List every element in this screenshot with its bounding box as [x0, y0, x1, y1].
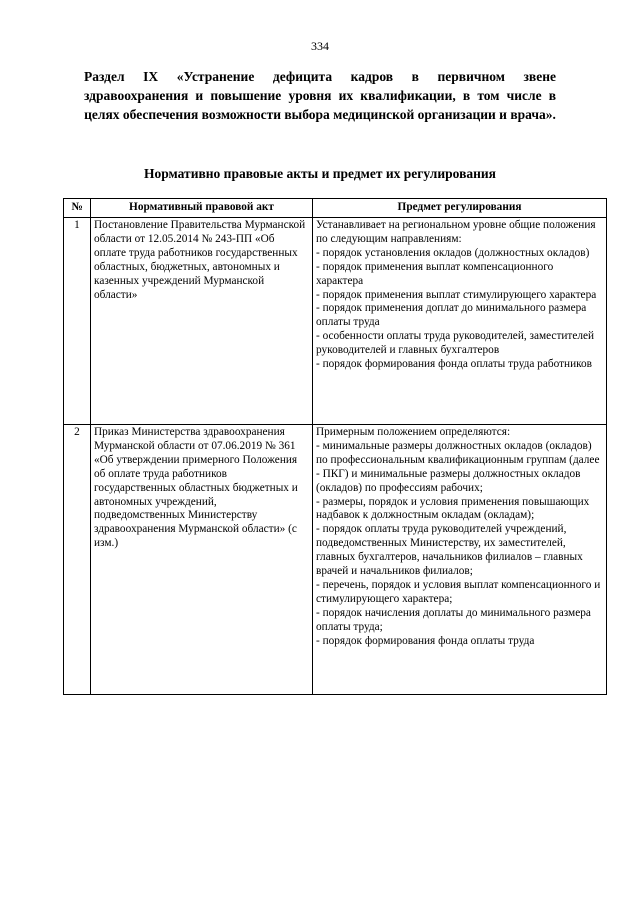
- row-number: 1: [64, 218, 91, 425]
- subject-line: - порядок применения выплат компенсационного характера: [316, 260, 554, 287]
- table-header-row: [64, 199, 607, 218]
- subject-line: - порядок применения выплат стимулирующего характера: [316, 288, 597, 301]
- subject-line: - перечень, порядок и условия выплат компенсационного и стимулирующего характера;: [316, 578, 601, 605]
- table-row: [64, 425, 607, 695]
- subject-line: - порядок оплаты труда руководителей учреждений, подведомственных Министерству, их заместителей, главных бухгалтеров, начальников филиалов – главных врачей и начальников филиалов;: [316, 523, 583, 578]
- row-subject: [313, 218, 607, 425]
- row-number: 2: [64, 425, 91, 695]
- header-subject: Предмет регулирования: [313, 199, 607, 218]
- row-subject: [313, 425, 607, 695]
- regulatory-acts-table: [63, 198, 607, 695]
- table-row: [64, 218, 607, 425]
- subject-line: - порядок установления окладов (должностных окладов): [316, 246, 590, 259]
- header-act: Нормативный правовой акт: [91, 199, 313, 218]
- subject-line: - размеры, порядок и условия применения повышающих надбавок к должностным окладам (окладам);: [316, 495, 590, 522]
- subject-line: Устанавливает на региональном уровне общие положения по следующим направлениям:: [316, 219, 596, 245]
- subject-line: Примерным положением определяются:: [316, 426, 511, 438]
- subject-line: - минимальные размеры должностных окладов (окладов) по профессиональным квалификационным группам (далее - ПКГ) и минимальные размеры должностных окладов (окладов) по профессиям рабочих;: [316, 439, 600, 494]
- subject-line: - порядок формирования фонда оплаты труда: [316, 634, 535, 647]
- row-act: Постановление Правительства Мурманской области от 12.05.2014 № 243-ПП «Об оплате труда работников государственных областных, бюджетных, автономных и казенных учреждений Мурманской области»: [91, 218, 313, 425]
- section-title: Раздел IX «Устранение дефицита кадров в первичном звене здравоохранения и повышение уровня их квалификации, в том числе в целях обеспечения возможности выбора медицинской организации и врача».: [84, 69, 556, 122]
- page-number: 334: [311, 39, 329, 53]
- subject-line: - особенности оплаты труда руководителей, заместителей руководителей и главных бухгалтеров: [316, 330, 595, 357]
- row-act: Приказ Министерства здравоохранения Мурманской области от 07.06.2019 № 361 «Об утверждении примерного Положения об оплате труда работников государственных областных бюджетных и автономных учреждений, подведомственных Министерству здравоохранения Мурманской области» (с изм.): [91, 425, 313, 695]
- table-title: Нормативно правовые акты и предмет их регулирования: [144, 166, 496, 181]
- header-number: №: [64, 199, 91, 218]
- subject-line: - порядок применения доплат до минимального размера оплаты труда: [316, 302, 587, 329]
- subject-line: - порядок начисления доплаты до минимального размера оплаты труда;: [316, 606, 591, 633]
- subject-line: - порядок формирования фонда оплаты труда работников: [316, 358, 593, 371]
